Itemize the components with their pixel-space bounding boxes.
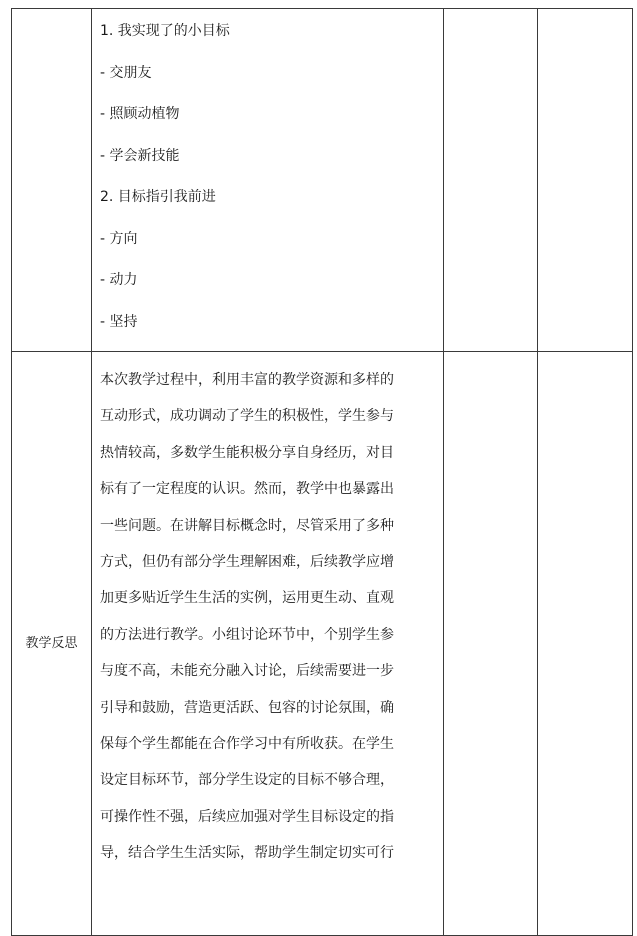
reflection-line: 导，结合学生生活实际，帮助学生制定切实可行 bbox=[100, 845, 394, 862]
board-item-heading: 2. 目标指引我前进 bbox=[100, 189, 216, 205]
board-item: - 交朋友 bbox=[100, 64, 152, 81]
reflection-line: 方式，但仍有部分学生理解困难，后续教学应增 bbox=[100, 553, 394, 570]
board-item: - 坚持 bbox=[100, 313, 138, 330]
empty-cell bbox=[538, 352, 633, 936]
reflection-line: 标有了一定程度的认识。然而，教学中也暴露出 bbox=[100, 481, 394, 498]
reflection-line: 引导和鼓励，营造更活跃、包容的讨论氛围，确 bbox=[100, 699, 394, 716]
teaching-reflection-row bbox=[12, 352, 633, 936]
lesson-plan-table bbox=[11, 8, 633, 936]
empty-cell bbox=[538, 9, 633, 352]
board-item: - 动力 bbox=[100, 272, 138, 288]
reflection-line: 可操作性不强，后续应加强对学生目标设定的指 bbox=[100, 808, 394, 825]
reflection-content-cell bbox=[92, 352, 444, 936]
reflection-line: 互动形式，成功调动了学生的积极性，学生参与 bbox=[100, 408, 394, 425]
reflection-line: 一些问题。在讲解目标概念时，尽管采用了多种 bbox=[100, 517, 394, 534]
board-label-cell bbox=[12, 9, 92, 352]
board-item: - 学会新技能 bbox=[100, 147, 180, 164]
empty-cell bbox=[444, 352, 538, 936]
reflection-line: 本次教学过程中，利用丰富的教学资源和多样的 bbox=[100, 372, 394, 388]
reflection-line: 的方法进行教学。小组讨论环节中，个别学生参 bbox=[100, 626, 394, 643]
reflection-line: 与度不高，未能充分融入讨论，后续需要进一步 bbox=[100, 663, 394, 680]
board-item: - 方向 bbox=[100, 230, 138, 247]
board-item: - 照顾动植物 bbox=[100, 106, 180, 122]
reflection-line: 热情较高，多数学生能积极分享自身经历，对目 bbox=[100, 444, 394, 461]
reflection-text bbox=[92, 352, 443, 871]
board-content-cell bbox=[92, 9, 444, 352]
board-outline-list bbox=[92, 9, 443, 351]
reflection-line: 保每个学生都能在合作学习中有所收获。在学生 bbox=[100, 735, 394, 752]
empty-cell bbox=[444, 9, 538, 352]
board-item-heading: 1. 我实现了的小目标 bbox=[100, 23, 230, 39]
reflection-line: 设定目标环节，部分学生设定的目标不够合理， bbox=[100, 772, 394, 789]
reflection-label: 教学反思 bbox=[12, 352, 92, 936]
board-design-row bbox=[12, 9, 633, 352]
reflection-line: 加更多贴近学生生活的实例，运用更生动、直观 bbox=[100, 590, 394, 607]
